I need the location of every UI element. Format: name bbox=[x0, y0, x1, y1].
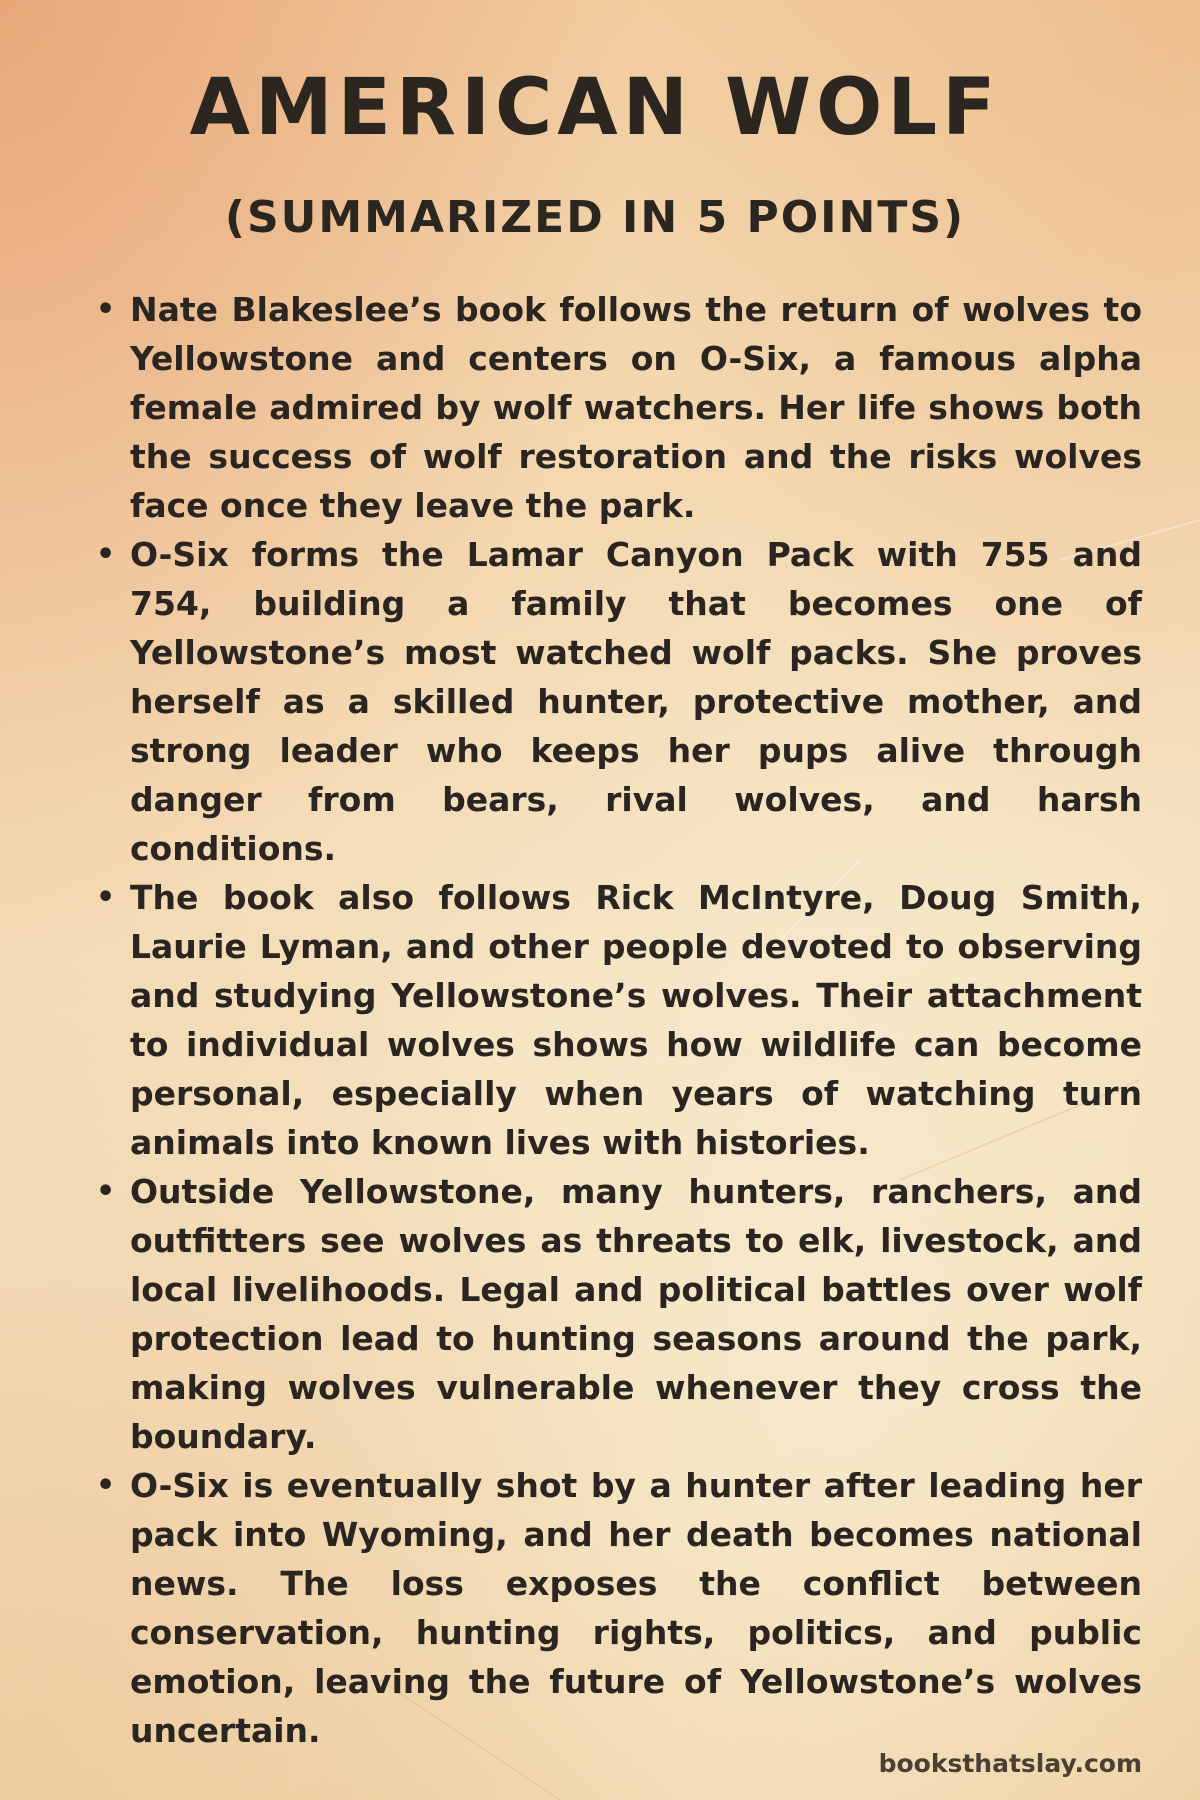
bullet-icon: • bbox=[96, 1174, 116, 1209]
summary-point-text: Nate Blakeslee’s book follows the return of wolves to Yellowstone and centers on O-Six, a famous alpha female admired by wolf watchers. Her life shows both the success of wolf restoration and the risks wolves face once they leave the park. bbox=[130, 290, 1142, 525]
summary-point-text: Outside Yellowstone, many hunters, ranchers, and outfitters see wolves as threats to elk, livestock, and local livelihoods. Legal and political battles over wolf protection lead to hunting seasons around the park, making wolves vulnerable whenever they cross the boundary. bbox=[130, 1172, 1142, 1456]
summary-point bbox=[92, 1167, 1142, 1461]
page-title: AMERICAN WOLF bbox=[189, 63, 1001, 153]
source-url: booksthatslay.com bbox=[878, 1749, 1142, 1778]
summary-point bbox=[92, 1461, 1142, 1755]
summary-point-text: O-Six forms the Lamar Canyon Pack with 755 and 754, building a family that becomes one of Yellowstone’s most watched wolf packs. She proves herself as a skilled hunter, protective mother, and strong leader who keeps her pups alive through danger from bears, rival wolves, and harsh conditions. bbox=[130, 535, 1142, 868]
bullet-icon: • bbox=[96, 292, 116, 327]
bullet-icon: • bbox=[96, 880, 116, 915]
summary-point bbox=[92, 285, 1142, 530]
summary-point bbox=[92, 873, 1142, 1167]
summary-point-text: O-Six is eventually shot by a hunter after leading her pack into Wyoming, and her death becomes national news. The loss exposes the conflict between conservation, hunting rights, politics, and public emotion, leaving the future of Yellowstone’s wolves uncertain. bbox=[130, 1466, 1142, 1750]
page-subtitle: (SUMMARIZED IN 5 POINTS) bbox=[224, 192, 966, 243]
bullet-icon: • bbox=[96, 1468, 116, 1503]
summary-point-text: The book also follows Rick McIntyre, Doug Smith, Laurie Lyman, and other people devoted to observing and studying Yellowstone’s wolves. Their attachment to individual wolves shows how wildlife can become personal, especially when years of watching turn animals into known lives with histories. bbox=[130, 878, 1142, 1162]
summary-point bbox=[92, 530, 1142, 873]
bullet-icon: • bbox=[96, 537, 116, 572]
summary-points-list bbox=[92, 285, 1142, 1755]
